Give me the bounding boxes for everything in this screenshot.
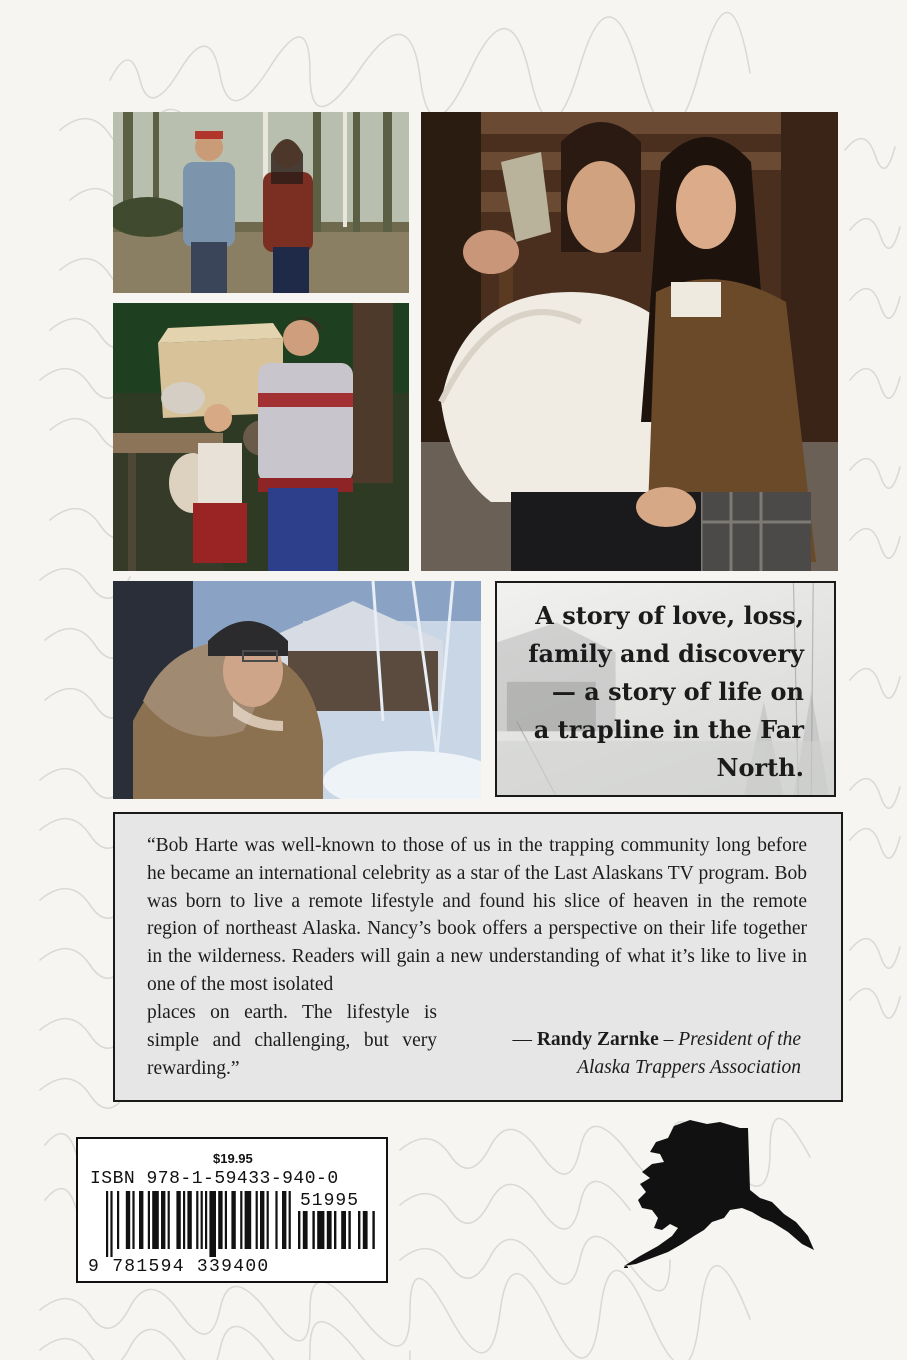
barcode-bar [168, 1191, 170, 1249]
barcode-bar [240, 1191, 242, 1249]
addon-code: 51995 [300, 1191, 360, 1211]
quote-attribution [441, 1026, 801, 1082]
barcode-bar [267, 1191, 269, 1249]
barcode-bar [126, 1191, 130, 1249]
barcode-bar [327, 1211, 332, 1249]
endorsement-quote-box [113, 812, 843, 1102]
attribution-dash: — [512, 1029, 537, 1050]
photo-winter-portrait [113, 581, 481, 799]
barcode-bar [176, 1191, 180, 1249]
tagline-line-2: family and discovery [528, 639, 804, 668]
barcode-bar [117, 1191, 119, 1249]
isbn-barcode [76, 1137, 388, 1283]
tagline-line-3: — a story of life on [551, 677, 804, 706]
quote-tail: places on earth. The lifestyle is simple and challenging, but very rewarding.” [147, 1002, 437, 1079]
barcode-bar [312, 1211, 314, 1249]
tagline-line-4: a trapline in the Far [533, 715, 804, 744]
photo-couple-forest [113, 112, 409, 293]
quote-body: “Bob Harte was well-known to those of us in the trapping community long before he became an international celebrity as a star of the Last Alaskans TV program. Bob was born to live a remote lifestyle and found his slice of heaven in the remote region of northeast Alaska. Nancy’s book offers a perspective on their life together in the wilderness. Readers will gain a new understanding of what it’s like to live in one of the most isolated [147, 835, 807, 995]
tagline-line-1: A story of love, loss, [535, 601, 804, 630]
barcode-bar [196, 1191, 198, 1249]
tagline-box [495, 581, 836, 797]
tagline-line-5: North. [716, 753, 804, 782]
barcode-bar [334, 1211, 336, 1249]
barcode-bar [341, 1211, 346, 1249]
barcode-bar [225, 1191, 227, 1249]
barcode-bar [148, 1191, 150, 1249]
price-label: $19.95 [213, 1151, 253, 1166]
addon-barcode-bars [298, 1211, 378, 1257]
ean-barcode-bars [106, 1191, 291, 1257]
barcode-bar [152, 1191, 159, 1249]
barcode-bar [106, 1191, 108, 1257]
barcode-bar [372, 1211, 374, 1249]
attribution-role-1: President of the [678, 1029, 801, 1050]
barcode-bar [205, 1191, 207, 1249]
attribution-role-2: Alaska Trappers Association [577, 1056, 801, 1078]
barcode-bar [260, 1191, 264, 1249]
barcode-bar [183, 1191, 185, 1249]
barcode-bar [256, 1191, 258, 1249]
barcode-bar [275, 1191, 277, 1249]
barcode-bar [209, 1191, 216, 1257]
barcode-bar [161, 1191, 165, 1249]
barcode-bar [317, 1211, 324, 1249]
isbn-text: ISBN 978-1-59433-940-0 [90, 1169, 339, 1189]
barcode-bar [363, 1211, 368, 1249]
barcode-bar [289, 1191, 291, 1249]
photo-kids-puppies [113, 303, 409, 571]
barcode-bar [132, 1191, 134, 1249]
barcode-bar [298, 1211, 300, 1249]
barcode-bar [231, 1191, 235, 1249]
barcode-bar [282, 1191, 286, 1249]
ean-digits: 9 781594 339400 [88, 1257, 270, 1277]
barcode-bar [139, 1191, 143, 1249]
barcode-bar [303, 1211, 308, 1249]
alaska-silhouette-icon [612, 1118, 817, 1268]
attribution-name: Randy Zarnke [536, 1029, 659, 1050]
barcode-bar [110, 1191, 112, 1257]
barcode-bar [201, 1191, 203, 1249]
barcode-bar [245, 1191, 252, 1249]
barcode-bar [218, 1191, 222, 1249]
attribution-separator: – [658, 1029, 679, 1050]
barcode-bar [348, 1211, 350, 1249]
barcode-bar [187, 1191, 191, 1249]
photo-couple-cabin [421, 112, 838, 571]
barcode-bar [358, 1211, 360, 1249]
tagline-text [504, 597, 804, 787]
